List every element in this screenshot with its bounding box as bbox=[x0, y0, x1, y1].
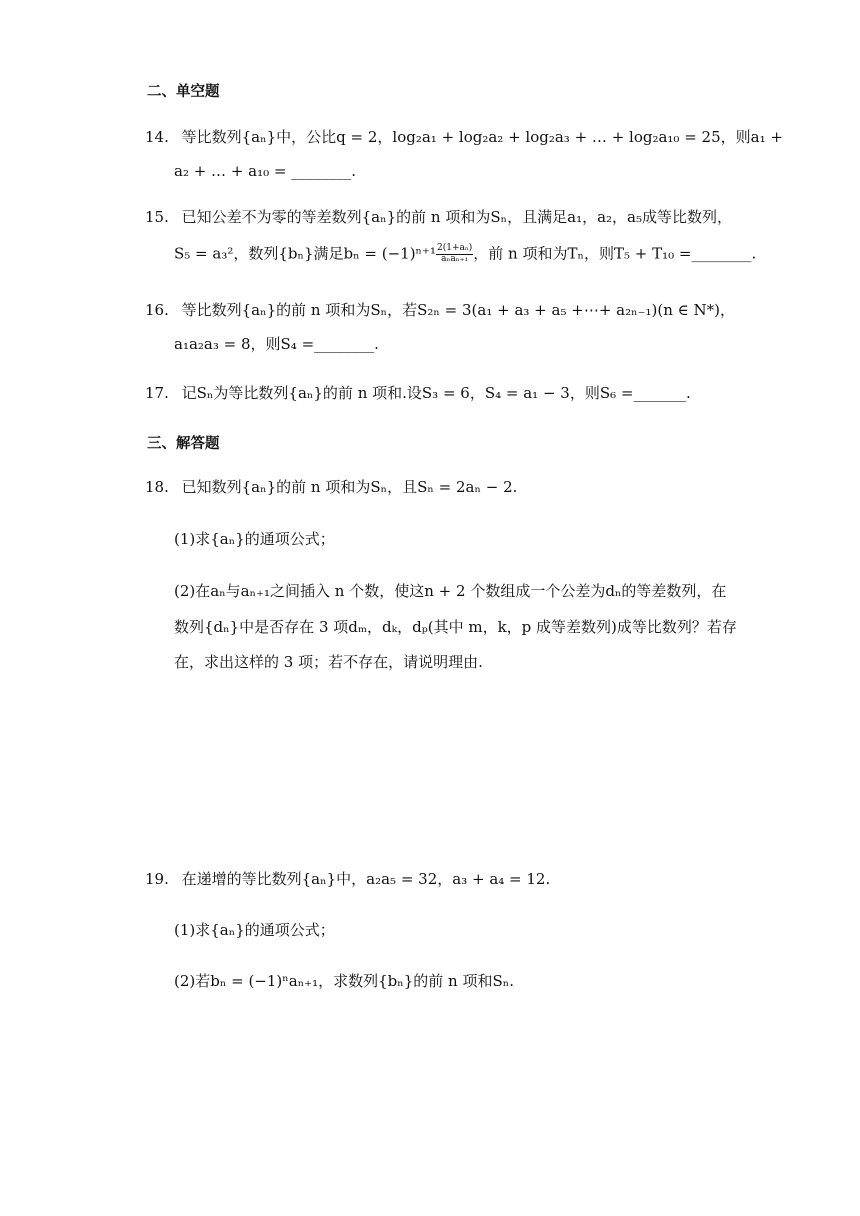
question-number: 18. bbox=[145, 478, 169, 496]
formula-part: ，前 n 项和为Tₙ，则T₅ + T₁₀ =________. bbox=[473, 244, 757, 263]
question-text: 已知数列{aₙ}的前 n 项和为Sₙ，且Sₙ = 2aₙ − 2. bbox=[181, 478, 518, 496]
fraction-numerator: 2(1+aₙ) bbox=[436, 243, 473, 253]
question-17 bbox=[145, 386, 691, 401]
question-19-part-1: (1)求{aₙ}的通项公式； bbox=[174, 921, 335, 939]
question-number: 16. bbox=[145, 301, 169, 319]
fraction bbox=[436, 244, 473, 265]
question-text: 已知公差不为零的等差数列{aₙ}的前 n 项和为Sₙ，且满足a₁，a₂，a₅成等比数列， bbox=[181, 208, 732, 226]
fraction-denominator: aₙaₙ₊₁ bbox=[441, 253, 469, 264]
question-text: 在递增的等比数列{aₙ}中，a₂a₅ = 32，a₃ + a₄ = 12. bbox=[181, 870, 551, 888]
question-number: 14. bbox=[145, 128, 169, 146]
question-text: 记Sₙ为等比数列{aₙ}的前 n 项和.设S₃ = 6，S₄ = a₁ − 3，则S₆ =_______. bbox=[181, 384, 691, 402]
question-18-part-1: (1)求{aₙ}的通项公式； bbox=[174, 530, 335, 548]
question-15 bbox=[145, 210, 732, 225]
question-number: 19. bbox=[145, 870, 169, 888]
question-19-part-2: (2)若bₙ = (−1)ⁿaₙ₊₁，求数列{bₙ}的前 n 项和Sₙ. bbox=[174, 972, 515, 990]
question-text: 等比数列{aₙ}的前 n 项和为Sₙ，若S₂ₙ = 3(a₁ + a₃ + a₅ +⋯+ a₂ₙ₋₁)(n ∈ N*)， bbox=[181, 301, 736, 319]
question-18-part-2-line-3: 在，求出这样的 3 项；若不存在，请说明理由. bbox=[174, 653, 483, 671]
section-title-single-blank: 二、单空题 bbox=[147, 84, 220, 100]
question-18-part-2-line-1: (2)在aₙ与aₙ₊₁之间插入 n 个数，使这n + 2 个数组成一个公差为dₙ的等差数列，在 bbox=[174, 582, 727, 600]
formula-part: S₅ = a₃²，数列{bₙ}满足bₙ = (−1)ⁿ⁺¹ bbox=[174, 244, 436, 263]
question-18 bbox=[145, 480, 517, 495]
question-number: 15. bbox=[145, 208, 169, 226]
question-18-part-2-line-2: 数列{dₙ}中是否存在 3 项dₘ，dₖ，dₚ(其中 m，k，p 成等差数列)成等比数列？若存 bbox=[174, 618, 737, 636]
question-number: 17. bbox=[145, 384, 169, 402]
question-14-continuation: a₂ + … + a₁₀ = ________. bbox=[174, 162, 357, 180]
question-15-continuation bbox=[174, 244, 756, 265]
question-text: 等比数列{aₙ}中，公比q = 2，log₂a₁ + log₂a₂ + log₂a₃ + … + log₂a₁₀ = 25，则a₁ + bbox=[181, 128, 783, 146]
question-14 bbox=[145, 130, 783, 145]
question-16-continuation: a₁a₂a₃ = 8，则S₄ =________. bbox=[174, 335, 379, 353]
section-title-answer: 三、解答题 bbox=[147, 436, 220, 452]
question-19 bbox=[145, 872, 550, 887]
question-16 bbox=[145, 303, 735, 318]
